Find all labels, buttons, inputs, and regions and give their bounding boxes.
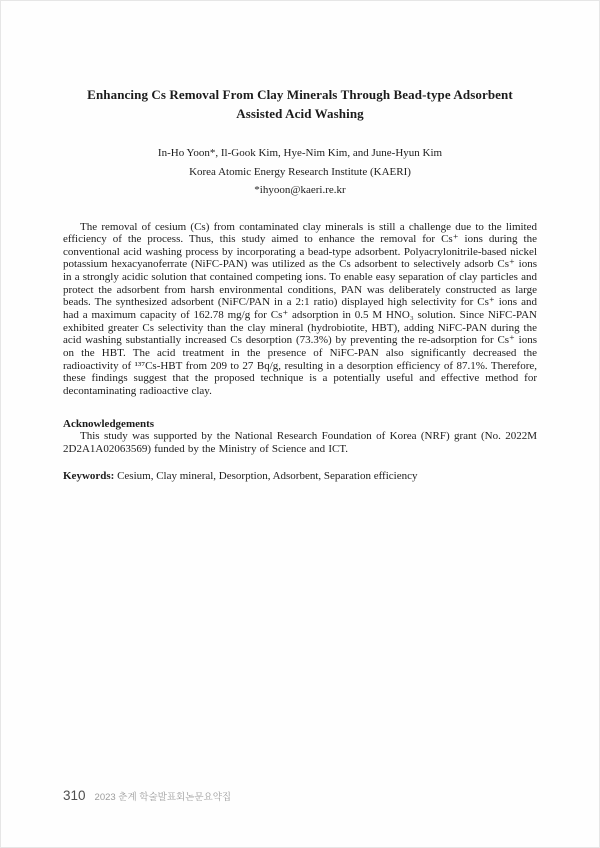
page-footer [63, 788, 231, 803]
acknowledgements-section [63, 418, 537, 456]
authors-line: In-Ho Yoon*, Il-Gook Kim, Hye-Nim Kim, and June-Hyun Kim [157, 147, 443, 159]
proceedings-title: 2023 춘계 학술발표회논문요약집 [94, 792, 232, 803]
corresponding-email: *ihyoon@kaeri.re.kr [254, 184, 346, 196]
keywords-line [63, 470, 537, 483]
byline-block [63, 144, 537, 200]
acknowledgements-text: This study was supported by the National Research Foundation of Korea (NRF) grant (No. 2022M 2D2A1A02063569) funded by the Ministry of Science and ICT. [63, 430, 537, 455]
affiliation-line: Korea Atomic Energy Research Institute (KAERI) [189, 165, 411, 178]
keywords-text: Cesium, Clay mineral, Desorption, Adsorbent, Separation efficiency [117, 469, 418, 482]
page-number: 310 [63, 788, 86, 803]
paper-title: Enhancing Cs Removal From Clay Minerals Through Bead-type Adsorbent Assisted Acid Washing [87, 87, 513, 121]
keywords-label: Keywords: [63, 469, 115, 482]
acknowledgements-heading: Acknowledgements [63, 417, 155, 430]
abstract-paragraph: The removal of cesium (Cs) from contaminated clay minerals is still a challenge due to the limited efficiency of the process. Thus, this study aimed to enhance the removal for Cs⁺ ions during the conventional acid washing process by incorporating a bead-type adsorbent. Polyacrylonitrile-based nickel potassium hexacyanoferrate (NiFC-PAN) was utilized as the Cs adsorbent to selectively adsorb Cs⁺ ions in a strongly acidic solution that contained competing ions. To enable easy separation of clay particles and protect the adsorbent from harsh environmental conditions, PAN was deliberately constructed as large beads. The synthesized adsorbent (NiFC/PAN in a 2:1 ratio) displayed high selectivity for Cs⁺ ions and had a maximum capacity of 162.78 mg/g for Cs⁺ adsorption in 0.5 M HNO₃ solution. Since NiFC-PAN exhibited greater Cs selectivity than the clay mineral (hydrobiotite, HBT), adding NiFC-PAN during the acid washing substantially increased Cs desorption (73.3%) by preventing the re-adsorption for Cs⁺ ions on the HBT. The acid treatment in the presence of NiFC-PAN also significantly decreased the radioactivity of ¹³⁷Cs-HBT from 209 to 27 Bq/g, resulting in a desorption efficiency of 87.1%. Therefore, these findings suggest that the proposed technique is a potentially useful and effective method for decontaminating radioactive clay. [63, 220, 537, 398]
paper-content [1, 85, 599, 482]
